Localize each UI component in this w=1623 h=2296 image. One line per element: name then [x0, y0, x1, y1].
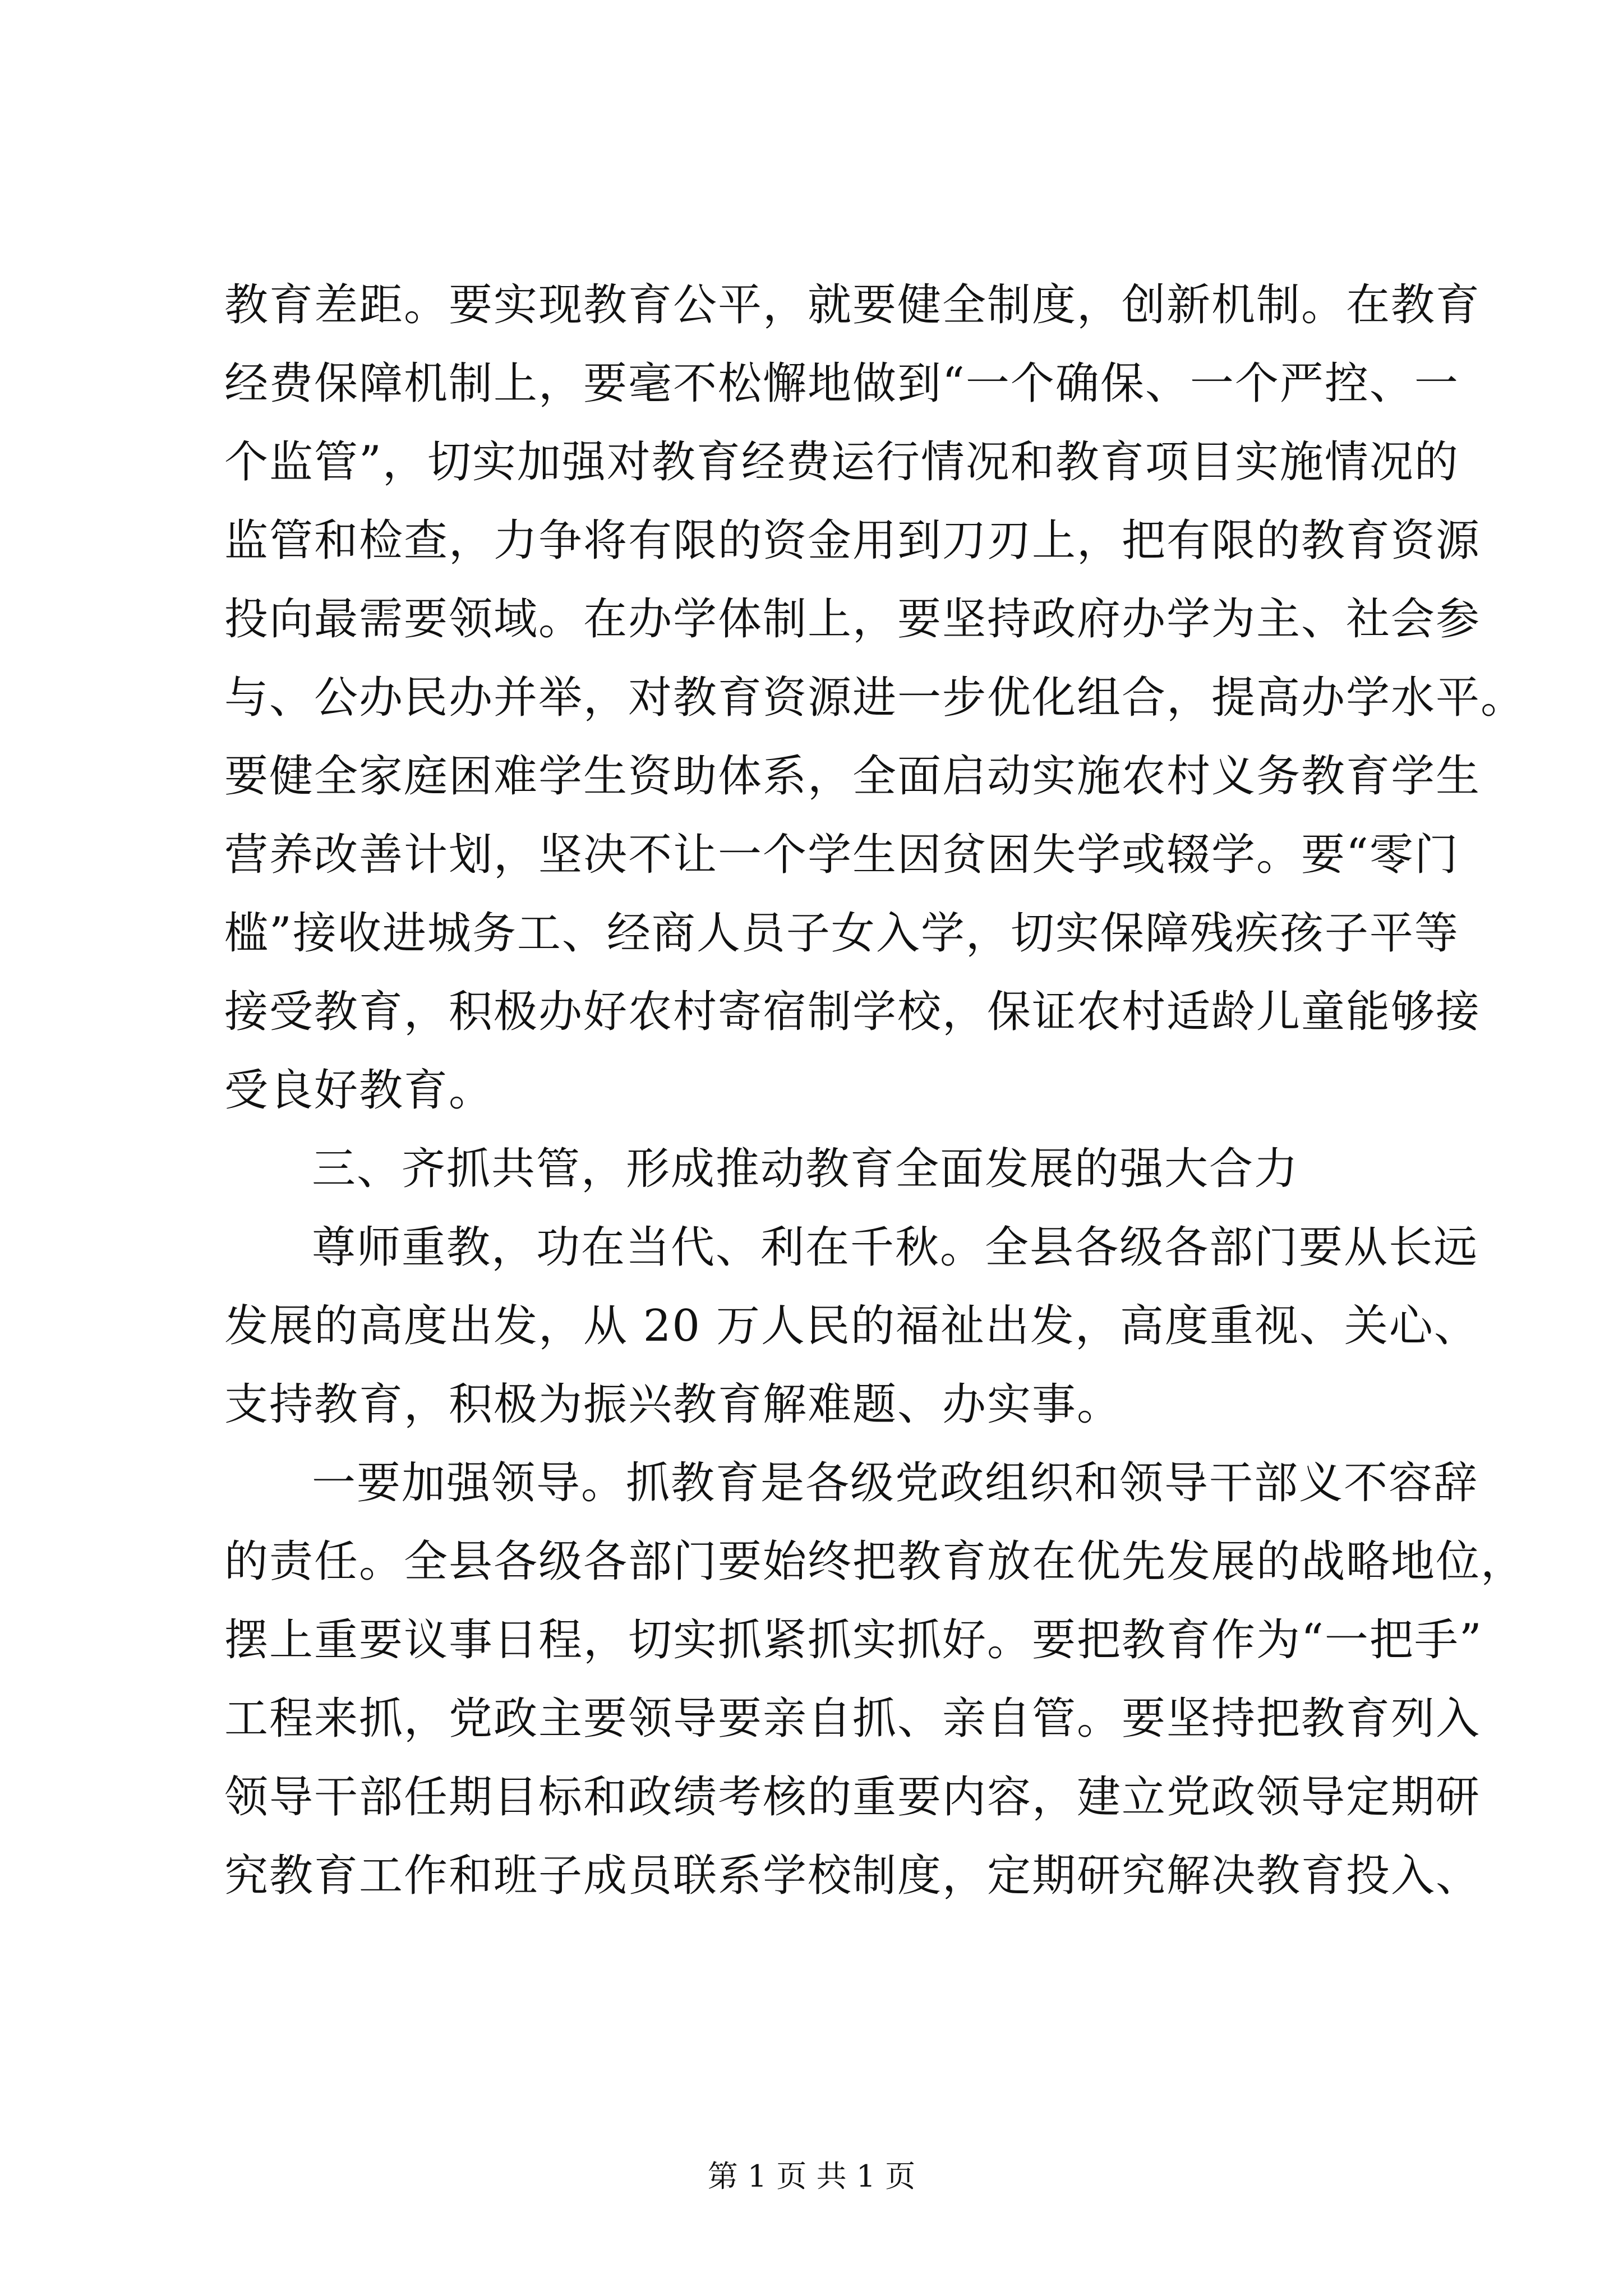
text-line: 投向最需要领域。在办学体制上，要坚持政府办学为主、社会参	[224, 594, 1481, 645]
text-line: 的责任。全县各级各部门要始终把教育放在优先发展的战略地位，	[224, 1536, 1526, 1587]
text-line: 要健全家庭困难学生资助体系，全面启动实施农村义务教育学生	[224, 751, 1481, 802]
text-line: 槛”接收进城务工、经商人员子女入学，切实保障残疾孩子平等	[224, 908, 1459, 959]
text-line: 受良好教育。	[224, 1065, 494, 1116]
text-line: 发展的高度出发，从 20 万人民的福祉出发，高度重视、关心、	[224, 1301, 1479, 1351]
text-line: 营养改善计划，坚决不让一个学生因贫困失学或辍学。要“零门	[224, 830, 1459, 880]
paragraph-first-line: 一要加强领导。抓教育是各级党政组织和领导干部义不容辞	[312, 1458, 1479, 1508]
text-line: 个监管”，切实加强对教育经费运行情况和教育项目实施情况的	[224, 437, 1459, 487]
text-line: 监管和检查，力争将有限的资金用到刀刃上，把有限的教育资源	[224, 516, 1481, 566]
paragraph-first-line: 尊师重教，功在当代、利在千秋。全县各级各部门要从长远	[312, 1222, 1479, 1273]
page-footer: 第 1 页 共 1 页	[707, 2159, 916, 2194]
section-heading: 三、齐抓共管，形成推动教育全面发展的强大合力	[312, 1144, 1299, 1194]
text-line: 接受教育，积极办好农村寄宿制学校，保证农村适龄儿童能够接	[224, 987, 1481, 1037]
text-line: 与、公办民办并举，对教育资源进一步优化组合，提高办学水平。	[224, 673, 1526, 723]
text-line: 工程来抓，党政主要领导要亲自抓、亲自管。要坚持把教育列入	[224, 1694, 1481, 1744]
text-line: 支持教育，积极为振兴教育解难题、办实事。	[224, 1379, 1122, 1430]
text-line: 经费保障机制上，要毫不松懈地做到“一个确保、一个严控、一	[224, 358, 1459, 409]
text-line: 究教育工作和班子成员联系学校制度，定期研究解决教育投入、	[224, 1851, 1481, 1901]
text-line: 摆上重要议事日程，切实抓紧抓实抓好。要把教育作为“一把手”	[224, 1615, 1483, 1665]
text-line: 教育差距。要实现教育公平，就要健全制度，创新机制。在教育	[224, 280, 1481, 330]
text-line: 领导干部任期目标和政绩考核的重要内容，建立党政领导定期研	[224, 1772, 1481, 1823]
